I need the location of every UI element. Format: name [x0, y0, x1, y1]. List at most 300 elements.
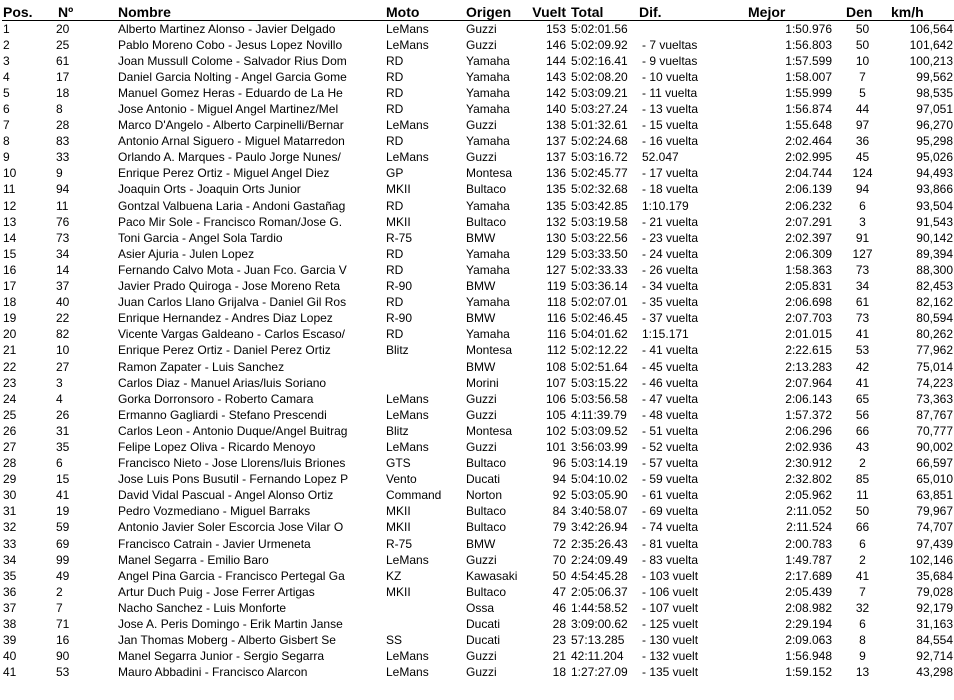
cell-position: 26 [3, 423, 17, 438]
cell-total: 5:04:10.02 [571, 472, 628, 487]
cell-position: 8 [3, 134, 10, 149]
cell-difference: - 59 vuelta [642, 472, 699, 487]
cell-difference: - 17 vuelta [642, 166, 699, 181]
cell-number: 69 [56, 536, 70, 551]
table-row [2, 101, 954, 117]
cell-moto: GTS [386, 456, 411, 471]
cell-difference: - 132 vuelt [642, 649, 699, 664]
cell-speed: 70,777 [916, 423, 953, 438]
cell-position: 31 [3, 504, 17, 519]
table-row [2, 423, 954, 439]
table-row [2, 214, 954, 230]
cell-name: Joan Mussull Colome - Salvador Rius Dom [118, 53, 347, 68]
cell-den: 36 [855, 134, 870, 149]
cell-laps: 140 [545, 102, 566, 117]
cell-total: 5:02:01.56 [571, 21, 628, 36]
cell-position: 41 [3, 665, 17, 680]
cell-total: 5:03:19.58 [571, 214, 628, 229]
cell-total: 5:02:45.77 [571, 166, 628, 181]
table-row [2, 69, 954, 85]
cell-difference: - 69 vuelta [642, 504, 699, 519]
cell-den: 66 [855, 520, 870, 535]
table-header [2, 0, 954, 21]
cell-moto: MKII [386, 182, 411, 197]
cell-number: 16 [56, 633, 70, 648]
cell-position: 1 [3, 21, 10, 36]
cell-speed: 91,543 [916, 214, 953, 229]
cell-den: 5 [859, 85, 866, 100]
cell-speed: 95,026 [916, 150, 953, 165]
cell-total: 5:03:09.21 [571, 85, 628, 100]
cell-total: 5:02:51.64 [571, 359, 628, 374]
cell-name: Ramon Zapater - Luis Sanchez [118, 359, 285, 374]
cell-name: Francisco Nieto - Jose Llorens/luis Briones [118, 456, 346, 471]
cell-moto [385, 359, 465, 375]
cell-total: 5:03:16.72 [571, 150, 628, 165]
table-row [2, 37, 954, 53]
cell-position: 5 [3, 85, 10, 100]
cell-best-lap: 1:55.648 [785, 118, 832, 133]
header-difference: Dif. [639, 4, 662, 20]
cell-position: 15 [3, 246, 17, 261]
cell-total: 1:27:27.09 [571, 665, 628, 680]
cell-position: 6 [3, 102, 10, 117]
header-row [2, 0, 954, 21]
cell-moto: GP [386, 166, 404, 181]
cell-best-lap: 2:04.744 [785, 166, 832, 181]
cell-total: 5:03:27.24 [571, 102, 628, 117]
cell-position: 32 [3, 520, 17, 535]
cell-origin: Bultaco [466, 520, 507, 535]
cell-laps: 108 [545, 359, 566, 374]
cell-speed: 94,493 [916, 166, 953, 181]
table-row [2, 327, 954, 343]
cell-name: Carlos Diaz - Manuel Arias/luis Soriano [118, 375, 327, 390]
cell-position: 34 [3, 552, 17, 567]
cell-laps: 143 [545, 69, 566, 84]
cell-position: 13 [3, 214, 17, 229]
cell-origin: Yamaha [466, 102, 510, 117]
cell-difference: - 37 vuelta [642, 311, 699, 326]
cell-number: 99 [56, 552, 70, 567]
cell-name: Jose Luis Pons Busutil - Fernando Lopez P [118, 472, 349, 487]
cell-moto: Blitz [386, 423, 409, 438]
cell-difference: - 45 vuelta [642, 359, 699, 374]
cell-speed: 66,597 [916, 456, 953, 471]
header-number: Nº [58, 4, 74, 20]
table-row [2, 456, 954, 472]
cell-total: 5:03:14.19 [571, 456, 628, 471]
cell-laps: 102 [545, 423, 566, 438]
cell-number: 71 [56, 617, 70, 632]
cell-number: 40 [56, 295, 70, 310]
cell-moto: LeMans [386, 552, 429, 567]
cell-number: 10 [56, 343, 70, 358]
cell-moto: Command [386, 488, 442, 503]
cell-speed: 75,014 [916, 359, 953, 374]
cell-total: 2:05:06.37 [571, 584, 628, 599]
cell-number: 27 [56, 359, 70, 374]
cell-name: Paco Mir Sole - Francisco Roman/Jose G. [118, 214, 343, 229]
cell-speed: 79,967 [916, 504, 953, 519]
cell-best-lap: 2:07.703 [785, 311, 832, 326]
cell-position: 11 [3, 182, 16, 197]
cell-speed: 92,179 [916, 600, 953, 615]
cell-number: 94 [56, 182, 70, 197]
cell-laps: 50 [552, 568, 566, 583]
table-row [2, 21, 954, 38]
cell-best-lap: 2:05.439 [785, 584, 832, 599]
cell-difference: - 41 vuelta [642, 343, 699, 358]
header-total: Total [571, 4, 604, 20]
cell-total: 5:03:09.52 [571, 423, 628, 438]
cell-name: Antonio Javier Soler Escorcia Jose Vilar O [118, 520, 344, 535]
cell-number: 59 [56, 520, 70, 535]
cell-speed: 89,394 [916, 246, 953, 261]
cell-den: 34 [855, 279, 870, 294]
cell-moto: RD [386, 262, 404, 277]
cell-den: 10 [855, 53, 870, 68]
cell-laps: 132 [545, 214, 566, 229]
cell-moto [385, 375, 465, 391]
cell-position: 38 [3, 617, 17, 632]
cell-difference [638, 21, 730, 38]
cell-number: 90 [56, 649, 70, 664]
table-row [2, 439, 954, 455]
cell-laps: 72 [552, 536, 566, 551]
cell-total: 5:03:22.56 [571, 230, 628, 245]
cell-position: 24 [3, 391, 17, 406]
cell-name: Pablo Moreno Cobo - Jesus Lopez Novillo [118, 37, 343, 52]
cell-speed: 63,851 [916, 488, 953, 503]
cell-position: 25 [3, 407, 17, 422]
cell-difference: - 130 vuelt [642, 633, 699, 648]
cell-position: 18 [3, 295, 17, 310]
cell-laps: 137 [545, 134, 566, 149]
cell-laps: 21 [552, 649, 566, 664]
cell-origin: Norton [466, 488, 503, 503]
cell-origin: Yamaha [466, 262, 510, 277]
cell-difference: - 107 vuelt [642, 600, 699, 615]
cell-speed: 100,213 [909, 53, 953, 68]
cell-speed: 77,962 [916, 343, 953, 358]
cell-den: 41 [855, 327, 870, 342]
cell-number: 28 [56, 118, 70, 133]
cell-position: 35 [3, 568, 17, 583]
cell-difference: - 7 vueltas [642, 37, 698, 52]
cell-moto: LeMans [386, 649, 429, 664]
cell-position: 40 [3, 649, 17, 664]
cell-name: Manel Segarra - Emilio Baro [118, 552, 269, 567]
cell-name: David Vidal Pascual - Angel Alonso Ortiz [118, 488, 334, 503]
cell-moto: R-75 [386, 230, 413, 245]
cell-speed: 93,866 [916, 182, 953, 197]
cell-den: 6 [859, 198, 866, 213]
cell-position: 7 [3, 118, 10, 133]
cell-moto: LeMans [386, 407, 429, 422]
cell-number: 61 [56, 53, 70, 68]
cell-number: 8 [56, 102, 63, 117]
cell-difference: - 13 vuelta [642, 102, 699, 117]
cell-best-lap: 2:30.912 [785, 456, 832, 471]
cell-moto: RD [386, 246, 404, 261]
cell-position: 3 [3, 53, 10, 68]
cell-speed: 96,270 [916, 118, 953, 133]
cell-number: 76 [56, 214, 70, 229]
cell-difference: - 35 vuelta [642, 295, 699, 310]
cell-origin: BMW [466, 536, 496, 551]
cell-den: 41 [855, 375, 870, 390]
cell-speed: 87,767 [916, 407, 953, 422]
cell-laps: 142 [545, 85, 566, 100]
cell-number: 41 [56, 488, 70, 503]
cell-den: 3 [859, 214, 866, 229]
cell-best-lap: 1:56.803 [785, 37, 832, 52]
table-row [2, 198, 954, 214]
cell-den: 8 [859, 633, 866, 648]
cell-origin: Yamaha [466, 53, 510, 68]
cell-best-lap: 2:01.015 [785, 327, 832, 342]
cell-origin: Yamaha [466, 134, 510, 149]
cell-best-lap: 1:57.372 [785, 407, 832, 422]
cell-den: 44 [855, 102, 870, 117]
cell-moto: LeMans [386, 21, 429, 36]
cell-moto: MKII [386, 214, 411, 229]
cell-number: 6 [56, 456, 63, 471]
cell-origin: Montesa [466, 343, 513, 358]
cell-den: 94 [855, 182, 870, 197]
cell-speed: 101,642 [909, 37, 953, 52]
cell-origin: Bultaco [466, 214, 507, 229]
cell-laps: 18 [552, 665, 566, 680]
cell-laps: 119 [546, 279, 566, 294]
cell-total: 5:03:05.90 [571, 488, 628, 503]
cell-den: 6 [859, 536, 866, 551]
cell-best-lap: 2:06.296 [785, 423, 832, 438]
cell-difference: - 125 vuelt [642, 617, 699, 632]
cell-best-lap: 1:55.999 [785, 85, 832, 100]
cell-number: 73 [56, 230, 70, 245]
cell-moto: LeMans [386, 37, 429, 52]
cell-origin: Montesa [466, 423, 513, 438]
cell-den: 6 [859, 617, 866, 632]
cell-total: 5:04:01.62 [571, 327, 628, 342]
cell-total: 5:02:08.20 [571, 69, 628, 84]
table-row [2, 246, 954, 262]
cell-best-lap: 2:02.995 [785, 150, 832, 165]
cell-total: 57:13.285 [571, 633, 625, 648]
cell-total: 3:09:00.62 [571, 617, 628, 632]
cell-speed: 74,223 [916, 375, 953, 390]
cell-laps: 153 [545, 21, 566, 36]
cell-origin: Morini [466, 375, 499, 390]
cell-moto: RD [386, 102, 404, 117]
cell-laps: 105 [545, 407, 566, 422]
table-row [2, 616, 954, 632]
cell-origin: Bultaco [466, 182, 507, 197]
cell-origin: Yamaha [466, 198, 510, 213]
cell-position: 17 [3, 279, 17, 294]
cell-den: 65 [855, 391, 870, 406]
cell-laps: 92 [552, 488, 566, 503]
cell-best-lap: 2:32.802 [785, 472, 832, 487]
cell-moto [385, 616, 465, 632]
cell-moto: MKII [386, 520, 411, 535]
cell-origin: Guzzi [466, 118, 497, 133]
cell-name: Manuel Gomez Heras - Eduardo de La He [118, 85, 343, 100]
cell-name: Pedro Vozmediano - Miguel Barraks [118, 504, 311, 519]
cell-origin: Bultaco [466, 456, 507, 471]
cell-difference: - 10 vuelta [642, 69, 699, 84]
cell-number: 26 [56, 407, 70, 422]
cell-name: Juan Carlos Llano Grijalva - Daniel Gil Ros [118, 295, 347, 310]
cell-total: 5:02:16.41 [571, 53, 628, 68]
cell-den: 61 [855, 295, 870, 310]
cell-name: Orlando A. Marques - Paulo Jorge Nunes/ [118, 150, 341, 165]
cell-den: 50 [855, 21, 870, 36]
cell-den: 50 [855, 37, 870, 52]
cell-position: 33 [3, 536, 17, 551]
cell-difference: - 51 vuelta [642, 423, 699, 438]
cell-name: Artur Duch Puig - Jose Ferrer Artigas [118, 584, 315, 599]
cell-name: Joaquin Orts - Joaquin Orts Junior [118, 182, 301, 197]
cell-moto: RD [386, 327, 404, 342]
table-row [2, 536, 954, 552]
cell-total: 5:02:33.33 [571, 262, 628, 277]
cell-name: Toni Garcia - Angel Sola Tardio [118, 230, 283, 245]
cell-difference: - 83 vuelta [642, 552, 699, 567]
cell-laps: 116 [546, 311, 566, 326]
cell-position: 14 [3, 230, 17, 245]
cell-total: 5:02:07.01 [571, 295, 628, 310]
cell-number: 33 [56, 150, 70, 165]
cell-den: 7 [859, 69, 866, 84]
cell-laps: 70 [552, 552, 566, 567]
cell-best-lap: 2:06.232 [785, 198, 832, 213]
cell-position: 22 [3, 359, 17, 374]
cell-den: 11 [856, 488, 869, 503]
table-row [2, 295, 954, 311]
cell-difference: - 61 vuelta [642, 488, 699, 503]
cell-best-lap: 1:49.787 [785, 552, 832, 567]
cell-position: 28 [3, 456, 17, 471]
cell-total: 5:02:12.22 [571, 343, 628, 358]
cell-den: 124 [852, 166, 873, 181]
cell-name: Jose Antonio - Miguel Angel Martinez/Mel [118, 102, 339, 117]
cell-best-lap: 1:58.363 [785, 262, 832, 277]
cell-total: 4:11:39.79 [571, 407, 627, 422]
cell-total: 5:03:36.14 [571, 279, 628, 294]
cell-best-lap: 2:22.615 [785, 343, 832, 358]
cell-laps: 46 [552, 600, 566, 615]
cell-best-lap: 2:06.139 [785, 182, 832, 197]
table-row [2, 649, 954, 665]
cell-name: Enrique Hernandez - Andres Diaz Lopez [118, 311, 333, 326]
cell-laps: 107 [545, 375, 566, 390]
cell-moto: R-75 [386, 536, 413, 551]
cell-number: 15 [56, 472, 70, 487]
cell-difference: 52.047 [642, 150, 679, 165]
cell-speed: 80,594 [916, 311, 953, 326]
cell-moto: RD [386, 69, 404, 84]
cell-speed: 31,163 [916, 617, 953, 632]
cell-origin: Guzzi [466, 391, 497, 406]
cell-den: 45 [855, 150, 870, 165]
cell-total: 5:03:42.85 [571, 198, 628, 213]
cell-den: 73 [855, 262, 870, 277]
cell-origin: Guzzi [466, 407, 497, 422]
cell-speed: 88,300 [916, 262, 953, 277]
cell-speed: 74,707 [916, 520, 953, 535]
cell-name: Enrique Perez Ortiz - Miguel Angel Diez [118, 166, 330, 181]
cell-speed: 80,262 [916, 327, 953, 342]
cell-number: 4 [56, 391, 63, 406]
header-position: Pos. [3, 4, 33, 20]
cell-den: 43 [855, 439, 870, 454]
cell-number: 18 [56, 85, 70, 100]
cell-total: 5:03:15.22 [571, 375, 628, 390]
header-laps: Vuelt [532, 4, 566, 20]
cell-speed: 99,562 [916, 69, 953, 84]
cell-laps: 94 [552, 472, 566, 487]
cell-den: 7 [859, 584, 866, 599]
cell-origin: BMW [466, 279, 496, 294]
cell-total: 5:03:56.58 [571, 391, 628, 406]
cell-name: Jose A. Peris Domingo - Erik Martin Janse [118, 617, 343, 632]
cell-speed: 106,564 [909, 21, 953, 36]
cell-origin: Yamaha [466, 85, 510, 100]
cell-origin: Yamaha [466, 69, 510, 84]
cell-origin: BMW [466, 230, 496, 245]
cell-speed: 90,002 [916, 439, 953, 454]
cell-name: Marco D'Angelo - Alberto Carpinelli/Bernar [118, 118, 344, 133]
cell-moto: RD [386, 85, 404, 100]
cell-best-lap: 2:02.464 [785, 134, 832, 149]
cell-den: 91 [855, 230, 870, 245]
cell-name: Jan Thomas Moberg - Alberto Gisbert Se [118, 633, 336, 648]
cell-name: Enrique Perez Ortiz - Daniel Perez Ortiz [118, 343, 331, 358]
cell-difference: 1:10.179 [642, 198, 689, 213]
table-row [2, 182, 954, 198]
cell-speed: 82,453 [916, 279, 953, 294]
cell-total: 42:11.204 [571, 649, 624, 664]
cell-best-lap: 1:50.976 [785, 21, 832, 36]
cell-origin: Guzzi [466, 150, 497, 165]
cell-number: 35 [56, 439, 70, 454]
cell-total: 3:56:03.99 [571, 439, 628, 454]
cell-number: 31 [56, 423, 70, 438]
cell-laps: 116 [546, 327, 566, 342]
cell-difference: - 15 vuelta [642, 118, 699, 133]
cell-speed: 82,162 [916, 295, 953, 310]
cell-moto: MKII [386, 504, 411, 519]
cell-total: 1:44:58.52 [571, 600, 628, 615]
cell-laps: 101 [545, 439, 566, 454]
cell-origin: Yamaha [466, 295, 510, 310]
cell-number: 49 [56, 568, 70, 583]
header-origin: Origen [466, 4, 512, 20]
cell-best-lap: 2:07.964 [785, 375, 832, 390]
cell-difference: - 11 vuelta [642, 85, 698, 100]
cell-moto: SS [386, 633, 403, 648]
table-row [2, 85, 954, 101]
cell-difference: - 74 vuelta [642, 520, 699, 535]
cell-origin: Ducati [466, 633, 501, 648]
cell-moto: LeMans [386, 665, 429, 680]
cell-moto: RD [386, 134, 404, 149]
cell-difference: - 18 vuelta [642, 182, 699, 197]
cell-number: 3 [56, 375, 63, 390]
